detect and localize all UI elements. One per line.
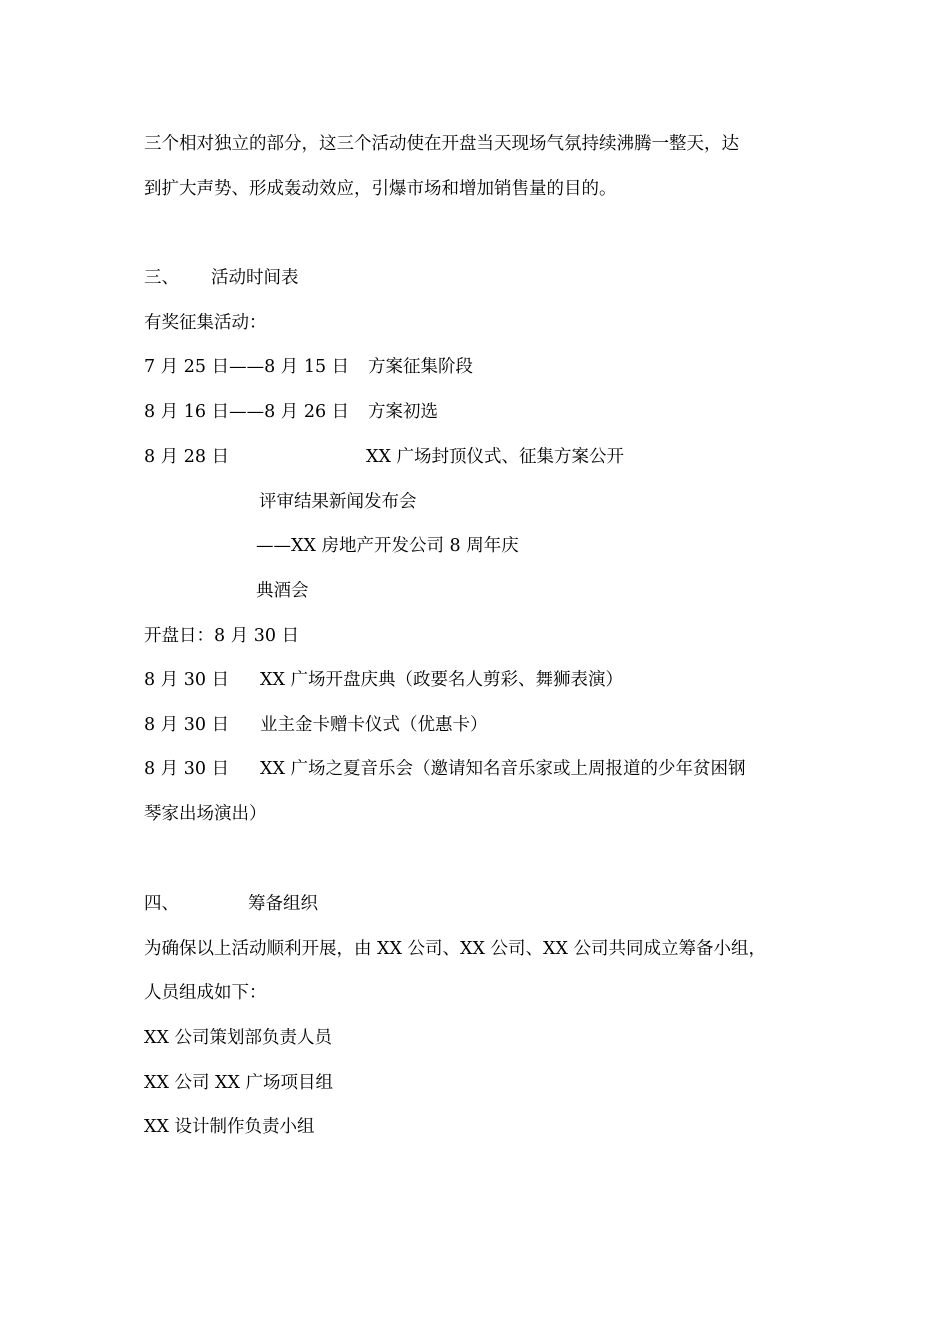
section3-heading (144, 266, 299, 290)
schedule-date: 7 月 25 日——8 月 15 日 (144, 357, 350, 377)
section4-number: 四、 (144, 894, 179, 914)
schedule-desc: XX 广场封顶仪式、征集方案公开 (366, 447, 624, 467)
schedule-date: 8 月 16 日——8 月 26 日 (144, 402, 350, 422)
section3-subtitle-2: 开盘日：8 月 30 日 (144, 626, 300, 646)
opening-date: 8 月 30 日 (144, 670, 230, 690)
schedule-desc: 方案初选 (368, 402, 438, 422)
section3-subtitle-1: 有奖征集活动： (144, 313, 267, 333)
section4-title: 筹备组织 (248, 894, 318, 914)
opening-desc: XX 广场之夏音乐会（邀请知名音乐家或上周报道的少年贫困钢 (260, 759, 746, 779)
opening-date: 8 月 30 日 (144, 715, 230, 735)
schedule-continuation-1: 评审结果新闻发布会 (259, 492, 417, 512)
section4-paragraph-1: 为确保以上活动顺利开展，由 XX 公司、XX 公司、XX 公司共同成立筹备小组， (144, 939, 766, 959)
section3-title: 活动时间表 (211, 268, 299, 288)
opening-row (144, 668, 623, 692)
opening-date: 8 月 30 日 (144, 759, 230, 779)
opening-desc: XX 广场开盘庆典（政要名人剪彩、舞狮表演） (260, 670, 623, 690)
member-item: XX 设计制作负责小组 (144, 1117, 315, 1137)
opening-desc: 业主金卡赠卡仪式（优惠卡） (260, 715, 488, 735)
member-item: XX 公司策划部负责人员 (144, 1028, 332, 1048)
schedule-desc: 方案征集阶段 (368, 357, 473, 377)
intro-line-2: 到扩大声势、形成轰动效应，引爆市场和增加销售量的目的。 (144, 179, 617, 199)
schedule-continuation-3: 典酒会 (256, 581, 309, 601)
schedule-row (144, 445, 624, 469)
opening-row (144, 713, 488, 737)
opening-row (144, 757, 746, 781)
schedule-row (144, 355, 473, 379)
member-item: XX 公司 XX 广场项目组 (144, 1073, 334, 1093)
schedule-continuation-2: ——XX 房地产开发公司 8 周年庆 (256, 536, 519, 556)
section3-number: 三、 (144, 268, 179, 288)
section4-paragraph-2: 人员组成如下： (144, 983, 267, 1003)
intro-line-1: 三个相对独立的部分，这三个活动使在开盘当天现场气氛持续沸腾一整天，达 (144, 134, 739, 154)
schedule-date: 8 月 28 日 (144, 447, 230, 467)
schedule-row (144, 400, 438, 424)
opening-row-wrap: 琴家出场演出） (144, 804, 267, 824)
section4-heading (144, 892, 318, 916)
